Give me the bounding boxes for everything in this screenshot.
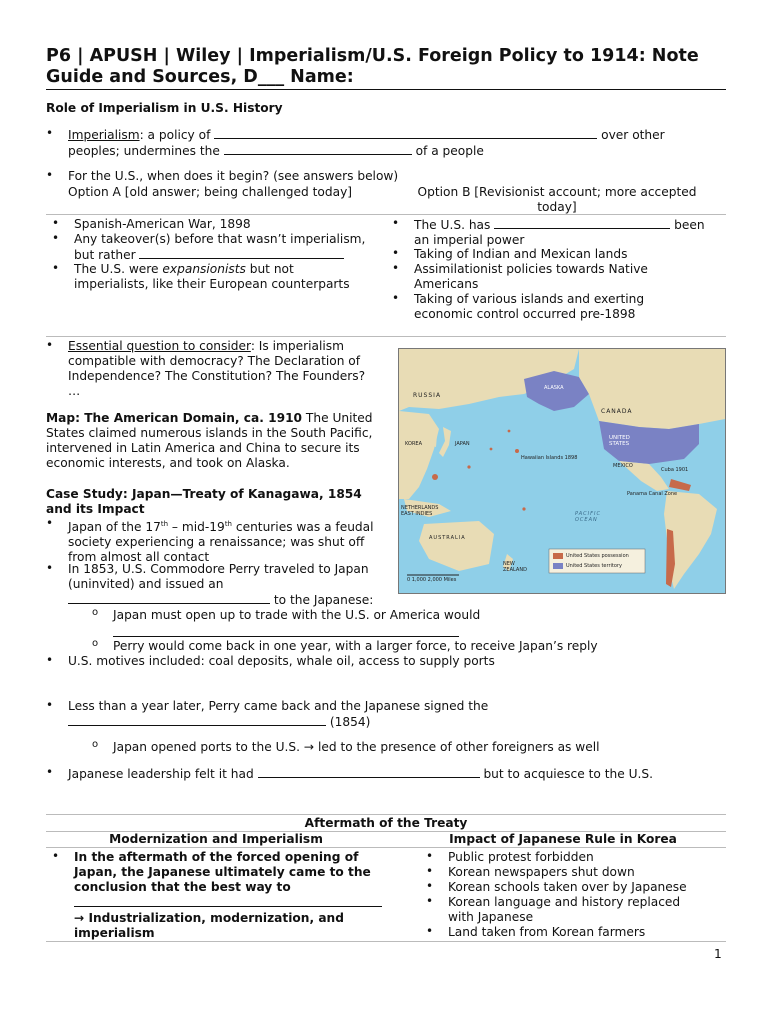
land-japan: [439, 427, 451, 457]
label-hawaii: Hawaiian Islands 1898: [521, 455, 578, 461]
japan-text: to the Japanese:: [273, 593, 374, 607]
american-domain-map: [398, 348, 726, 594]
bullet: •: [52, 849, 60, 863]
label-mexico: MEXICO: [613, 463, 633, 469]
title-line-1: P6 | APUSH | Wiley | Imperialism/U.S. Foreign Policy to 1914: Note: [46, 46, 699, 66]
island-philippines: [432, 474, 438, 480]
imp-text-b: over other: [601, 128, 665, 142]
map-text: intervened in Latin America and China to secure its: [46, 441, 360, 455]
land-canada: [579, 349, 725, 429]
bullet: •: [392, 216, 400, 230]
option-b-item: [414, 217, 724, 248]
modernization-text: → Industrialization, modernization, and: [74, 911, 344, 925]
korea-impact-item: Land taken from Korean farmers: [448, 925, 646, 939]
blank-line[interactable]: [68, 592, 270, 604]
option-b-heading: [402, 185, 712, 215]
modernization-point: [74, 850, 394, 941]
japan-text: In 1853, U.S. Commodore Perry traveled to Japan: [68, 562, 369, 576]
table-rule: [46, 941, 726, 942]
option-a-text: Any takeover(s) before that wasn’t imperialism,: [74, 232, 366, 246]
table-rule: [46, 336, 726, 337]
aftermath-title: Aftermath of the Treaty: [304, 816, 468, 830]
island-samoa: [522, 507, 525, 510]
blank-line[interactable]: [68, 714, 326, 726]
blank-line[interactable]: [113, 636, 459, 637]
label-dei-2: EAST INDIES: [401, 511, 433, 517]
legend-swatch-possession: [553, 553, 563, 559]
land-australia: [419, 521, 494, 571]
blank-line[interactable]: [224, 143, 412, 155]
label-canada: CANADA: [601, 408, 633, 415]
bullet: •: [52, 261, 60, 275]
acquiesce-point: [68, 766, 728, 782]
treaty-point: [68, 699, 728, 730]
korea-text: with Japanese: [448, 910, 534, 924]
essential-text: compatible with democracy? The Declaration of: [68, 354, 361, 368]
bullet: •: [46, 168, 54, 182]
island-guam: [467, 465, 470, 468]
option-b-text: economic control occurred pre-1898: [414, 307, 636, 321]
bullet: •: [426, 894, 434, 908]
imperialism-definition: [68, 127, 728, 159]
land-panama: [669, 479, 691, 491]
map-text: States claimed numerous islands in the South Pacific,: [46, 426, 373, 440]
imperialism-term: Imperialism: [68, 128, 140, 142]
legend-possession-label: United States possession: [566, 553, 629, 559]
bullet: •: [46, 561, 54, 575]
korea-impact-item: Korean schools taken over by Japanese: [448, 880, 687, 894]
label-us-2: STATES: [609, 441, 630, 447]
imp-text-a: : a policy of: [139, 128, 211, 142]
page-number: 1: [714, 947, 722, 961]
japan-text: – mid-19: [168, 520, 225, 535]
option-a-text: imperialists, like their European counterparts: [74, 277, 350, 291]
japan-heading: [46, 487, 391, 517]
option-b-item: [414, 262, 724, 292]
modernization-text: In the aftermath of the forced opening of: [74, 850, 359, 864]
option-a-text: but not: [245, 262, 294, 276]
bullet: •: [426, 879, 434, 893]
option-b-text: The U.S. has: [414, 218, 491, 232]
label-nz-1: NEW: [503, 561, 515, 567]
land-asia: [399, 411, 439, 499]
option-a-item: Spanish-American War, 1898: [74, 217, 251, 231]
essential-question-term: Essential question to consider: [68, 339, 251, 353]
label-pacific-2: OCEAN: [575, 517, 598, 523]
sub-bullet: o: [92, 739, 99, 750]
bullet: •: [426, 864, 434, 878]
bullet: •: [46, 126, 54, 140]
option-b-item: Taking of Indian and Mexican lands: [414, 247, 628, 261]
perry-demand-2: Perry would come back in one year, with a larger force, to receive Japan’s reply: [113, 639, 598, 653]
option-b-text: Taking of various islands and exerting: [414, 292, 645, 306]
page-title: [46, 46, 726, 88]
label-us-1: UNITED: [609, 435, 630, 441]
japan-feudal-point: [68, 517, 393, 565]
bullet: •: [392, 246, 400, 260]
blank-line[interactable]: [74, 895, 382, 907]
japan-text: Japanese leadership felt it had: [68, 767, 254, 781]
japan-heading-2: and its Impact: [46, 502, 145, 516]
blank-line[interactable]: [139, 247, 344, 259]
bullet: •: [46, 653, 54, 667]
imp-text-c: peoples; undermines the: [68, 144, 220, 158]
island-midway: [508, 430, 511, 433]
japan-text: (1854): [329, 715, 371, 729]
table-rule: [46, 814, 726, 815]
korea-impact-item: [448, 895, 728, 925]
modernization-text: Japan, the Japanese ultimately came to the: [74, 865, 371, 879]
blank-line[interactable]: [214, 127, 597, 139]
option-a-heading: Option A [old answer; being challenged today]: [68, 185, 353, 199]
bullet: •: [52, 216, 60, 230]
map-scale: 0 1,000 2,000 Miles: [407, 577, 457, 583]
option-b-text: Assimilationist policies towards Native: [414, 262, 648, 276]
option-b-heading-1: Option B [Revisionist account; more accepted: [417, 185, 697, 199]
essential-text: : Is imperialism: [250, 339, 344, 353]
japan-text: Less than a year later, Perry came back and the Japanese signed the: [68, 699, 489, 713]
table-rule: [46, 214, 726, 215]
title-line-2: Guide and Sources, D___ Name:: [46, 67, 354, 87]
map-text: economic interests, and took on Alaska.: [46, 456, 290, 470]
label-dei-1: NETHERLANDS: [401, 505, 439, 511]
label-russia: RUSSIA: [413, 392, 442, 399]
option-b-heading-2: today]: [537, 200, 577, 214]
japan-text: society experiencing a renaissance; was shut off: [68, 535, 365, 550]
sub-bullet: o: [92, 607, 99, 618]
island-hawaii: [515, 449, 519, 453]
option-b-text: Americans: [414, 277, 479, 291]
bullet: •: [46, 765, 54, 779]
label-alaska: ALASKA: [544, 385, 564, 391]
when-question: For the U.S., when does it begin? (see answers below): [68, 169, 399, 183]
option-b-text: an imperial power: [414, 233, 525, 247]
expansionists-term: expansionists: [162, 262, 246, 276]
bullet: •: [426, 849, 434, 863]
table-rule: [46, 847, 726, 848]
essential-text: …: [68, 384, 81, 398]
col-modernization-header: Modernization and Imperialism: [109, 832, 323, 846]
option-a-item: [74, 232, 384, 263]
perry-point: [68, 562, 393, 608]
us-motives: U.S. motives included: coal deposits, whale oil, access to supply ports: [68, 654, 495, 668]
label-korea: KOREA: [405, 441, 422, 447]
sub-bullet: o: [92, 638, 99, 649]
legend-swatch-territory: [553, 563, 563, 569]
imp-text-d: of a people: [415, 144, 484, 158]
bullet: •: [52, 231, 60, 245]
blank-line[interactable]: [494, 217, 670, 229]
label-australia: AUSTRALIA: [429, 535, 466, 541]
perry-demand-1: Japan must open up to trade with the U.S. or America would: [113, 608, 481, 622]
korea-text: Korean language and history replaced: [448, 895, 681, 909]
japan-text: (uninvited) and issued an: [68, 577, 224, 591]
label-cuba: Cuba 1901: [661, 467, 689, 473]
legend-territory-label: United States territory: [566, 563, 622, 569]
modernization-text: imperialism: [74, 926, 155, 940]
option-b-text: been: [674, 218, 705, 232]
essential-text: Independence? The Constitution? The Founders?: [68, 369, 366, 383]
essential-question: [68, 339, 388, 399]
korea-impact-item: Public protest forbidden: [448, 850, 594, 864]
modernization-text: conclusion that the best way to: [74, 880, 291, 894]
ports-opened: Japan opened ports to the U.S. → led to the presence of other foreigners as well: [113, 740, 600, 754]
map-text: The United: [302, 411, 373, 425]
bullet: •: [392, 291, 400, 305]
blank-line[interactable]: [258, 766, 480, 778]
korea-impact-item: Korean newspapers shut down: [448, 865, 635, 879]
bullet: •: [46, 516, 54, 530]
label-nz-2: ZEALAND: [503, 567, 527, 573]
map-heading: Map: The American Domain, ca. 1910: [46, 411, 303, 425]
japan-text: but to acquiesce to the U.S.: [483, 767, 653, 781]
option-a-item: [74, 262, 384, 292]
option-a-text: but rather: [74, 248, 136, 262]
label-pacific-1: PACIFIC: [575, 511, 601, 517]
label-new-zealand: [503, 561, 527, 573]
map-description: [46, 411, 391, 471]
label-pacific: [575, 511, 601, 523]
land-korea: [430, 433, 437, 447]
col-korea-header: Impact of Japanese Rule in Korea: [449, 832, 677, 846]
japan-text: from almost all contact: [68, 550, 210, 565]
superscript: th: [160, 520, 169, 528]
label-east-indies: [401, 505, 438, 517]
japan-text: centuries was a feudal: [232, 520, 374, 535]
island-wake: [490, 448, 493, 451]
title-rule: [46, 89, 726, 90]
label-united-states: [609, 435, 630, 447]
bullet: •: [426, 924, 434, 938]
bullet: •: [46, 698, 54, 712]
superscript: th: [224, 520, 232, 528]
japan-text: Japan of the 17: [68, 520, 161, 535]
role-heading: Role of Imperialism in U.S. History: [46, 101, 283, 115]
option-b-item: [414, 292, 724, 322]
bullet: •: [46, 338, 54, 352]
option-a-text: The U.S. were: [74, 262, 163, 276]
bullet: •: [392, 261, 400, 275]
label-panama: Panama Canal Zone: [627, 491, 678, 497]
japan-heading-1: Case Study: Japan—Treaty of Kanagawa, 1854: [46, 487, 362, 501]
label-japan: JAPAN: [455, 441, 470, 447]
